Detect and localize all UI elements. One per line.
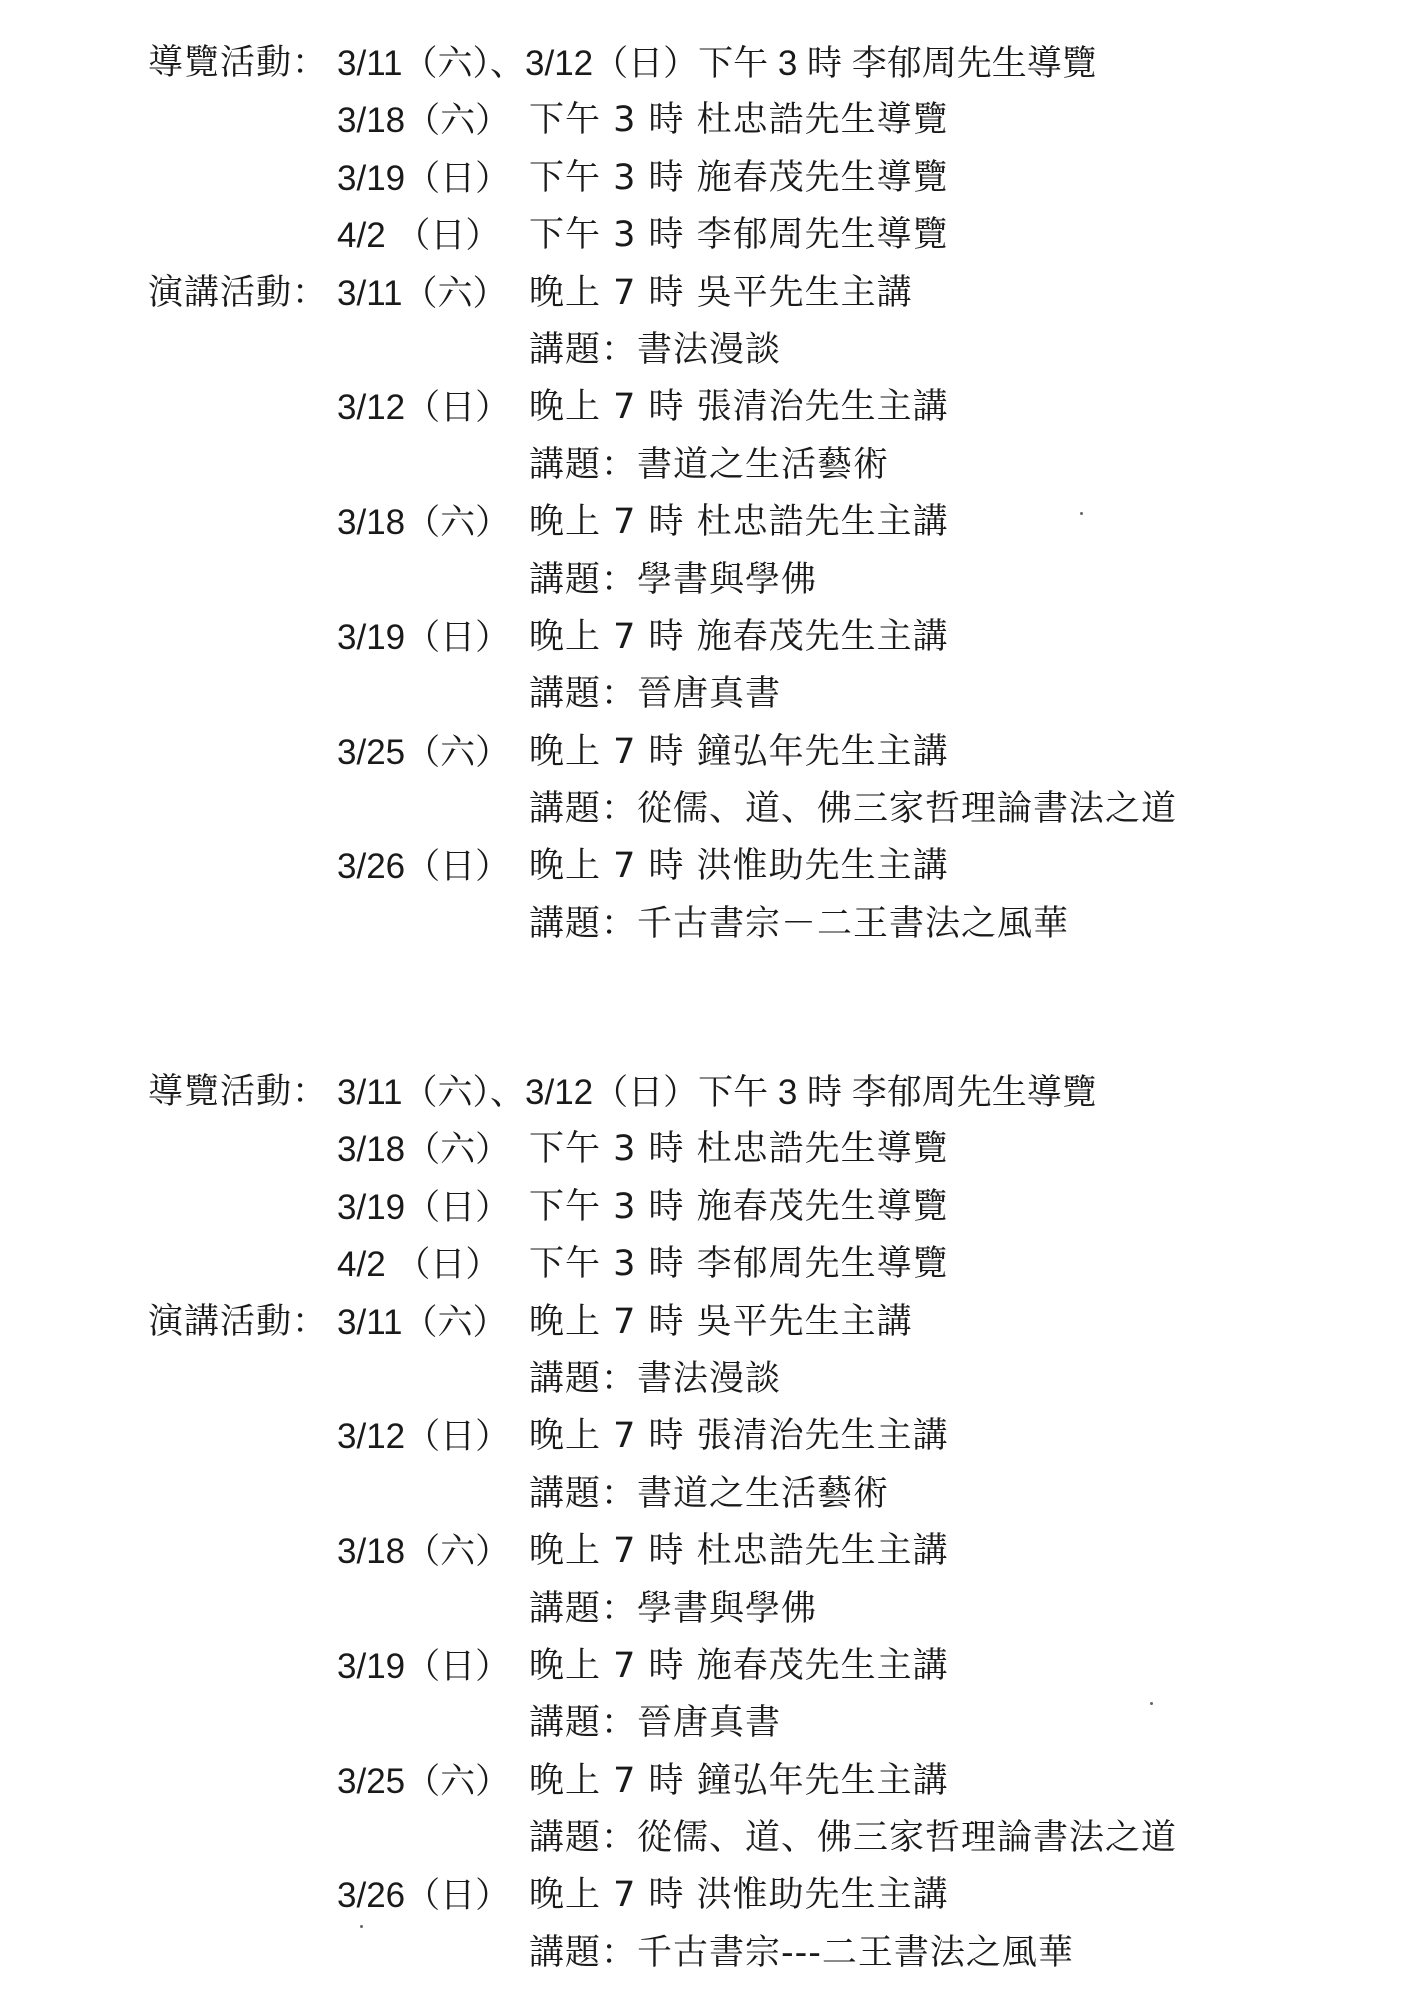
lecture-topic: 講題：千古書宗---二王書法之風華 [529, 1932, 1074, 1973]
lecture-topic-row [0, 322, 1428, 379]
lecture-date: 3/12（日） [337, 388, 511, 428]
lecture-text: 晚上 7 時 吳平先生主講 [529, 272, 913, 313]
tour-combined-line: 3/11（六）、3/12（日）下午 3 時 李郁周先生導覽 [337, 1073, 1097, 1112]
lecture-text: 晚上 7 時 杜忠誥先生主講 [529, 1531, 949, 1572]
tour-date: 4/2 （日） [337, 216, 501, 256]
lecture-topic: 講題：從儒、道、佛三家哲理論書法之道 [529, 1818, 1178, 1859]
lecture-topic: 講題：書道之生活藝術 [529, 1473, 890, 1514]
lecture-topic-row [0, 1466, 1428, 1523]
lecture-text: 晚上 7 時 張清治先生主講 [529, 387, 949, 428]
lecture-topic: 講題：從儒、道、佛三家哲理論書法之道 [529, 789, 1178, 830]
lecture-topic: 講題：學書與學佛 [529, 1588, 818, 1629]
lecture-topic: 講題：晉唐真書 [529, 1703, 782, 1744]
lecture-row [0, 838, 1428, 895]
tour-combined-line: 3/11（六）、3/12（日）下午 3 時 李郁周先生導覽 [337, 44, 1097, 83]
tour-text: 下午 3 時 李郁周先生導覽 [529, 1244, 949, 1285]
scan-speck [360, 1925, 363, 1928]
tour-date: 4/2 （日） [337, 1245, 501, 1285]
lecture-topic: 講題：書道之生活藝術 [529, 444, 890, 485]
lecture-text: 晚上 7 時 杜忠誥先生主講 [529, 502, 949, 543]
tour-date: 3/18（六） [337, 101, 511, 141]
schedule-block-1 [0, 35, 1428, 953]
lecture-date: 3/18（六） [337, 1532, 511, 1572]
lecture-topic-row [0, 1351, 1428, 1408]
scan-speck [1080, 512, 1083, 515]
tour-date: 3/18（六） [337, 1130, 511, 1170]
lecture-row [0, 494, 1428, 551]
lecture-topic-row [0, 666, 1428, 723]
lecture-row [0, 1523, 1428, 1580]
lecture-topic: 講題：書法漫談 [529, 1358, 782, 1399]
tour-row [0, 92, 1428, 149]
lecture-topic-row [0, 781, 1428, 838]
schedule-block-2 [0, 1064, 1428, 1982]
lecture-row [0, 1638, 1428, 1695]
lecture-topic-row [0, 437, 1428, 494]
lecture-topic-row [0, 1695, 1428, 1752]
tour-row [0, 1236, 1428, 1293]
lecture-topic-row [0, 896, 1428, 953]
lecture-text: 晚上 7 時 鐘弘年先生主講 [529, 1760, 949, 1801]
tour-section-label: 導覽活動： [148, 1072, 329, 1112]
tour-text: 下午 3 時 杜忠誥先生導覽 [529, 1129, 949, 1170]
lecture-text: 晚上 7 時 吳平先生主講 [529, 1301, 913, 1342]
lecture-topic: 講題：晉唐真書 [529, 674, 782, 715]
tour-text: 下午 3 時 施春茂先生導覽 [529, 157, 949, 198]
tour-section-label: 導覽活動： [148, 43, 329, 83]
lecture-row [0, 609, 1428, 666]
lecture-date: 3/11（六） [337, 1302, 508, 1342]
tour-text: 下午 3 時 杜忠誥先生導覽 [529, 100, 949, 141]
lecture-topic-row [0, 1581, 1428, 1638]
lecture-date: 3/19（日） [337, 1646, 511, 1686]
tour-text: 下午 3 時 施春茂先生導覽 [529, 1186, 949, 1227]
tour-row [0, 1121, 1428, 1178]
lecture-row [0, 1753, 1428, 1810]
tour-row [0, 150, 1428, 207]
lecture-text: 晚上 7 時 洪惟助先生主講 [529, 846, 949, 887]
tour-date: 3/19（日） [337, 158, 511, 198]
lecture-topic: 講題：千古書宗－二王書法之風華 [529, 903, 1070, 944]
lecture-topic-row [0, 552, 1428, 609]
lecture-date: 3/11（六） [337, 273, 508, 313]
tour-row [0, 1064, 1428, 1121]
lecture-date: 3/26（日） [337, 1876, 511, 1916]
lecture-date: 3/18（六） [337, 503, 511, 543]
lecture-text: 晚上 7 時 施春茂先生主講 [529, 1645, 949, 1686]
lecture-topic-row [0, 1810, 1428, 1867]
lecture-row [0, 1408, 1428, 1465]
lecture-row [0, 1294, 1428, 1351]
scan-speck [1150, 1702, 1153, 1705]
tour-text: 下午 3 時 李郁周先生導覽 [529, 215, 949, 256]
lecture-topic: 講題：書法漫談 [529, 329, 782, 370]
lecture-text: 晚上 7 時 施春茂先生主講 [529, 616, 949, 657]
lecture-date: 3/19（日） [337, 617, 511, 657]
lecture-date: 3/25（六） [337, 1761, 511, 1801]
tour-row [0, 1179, 1428, 1236]
lecture-text: 晚上 7 時 張清治先生主講 [529, 1416, 949, 1457]
lecture-text: 晚上 7 時 洪惟助先生主講 [529, 1875, 949, 1916]
tour-row [0, 35, 1428, 92]
lecture-section-label: 演講活動： [148, 272, 329, 313]
lecture-row [0, 265, 1428, 322]
tour-row [0, 207, 1428, 264]
lecture-topic-row [0, 1925, 1428, 1982]
lecture-row [0, 724, 1428, 781]
lecture-date: 3/25（六） [337, 732, 511, 772]
lecture-section-label: 演講活動： [148, 1301, 329, 1342]
lecture-topic: 講題：學書與學佛 [529, 559, 818, 600]
lecture-date: 3/12（日） [337, 1417, 511, 1457]
lecture-row [0, 1867, 1428, 1924]
tour-date: 3/19（日） [337, 1187, 511, 1227]
lecture-text: 晚上 7 時 鐘弘年先生主講 [529, 731, 949, 772]
lecture-date: 3/26（日） [337, 847, 511, 887]
lecture-row [0, 379, 1428, 436]
